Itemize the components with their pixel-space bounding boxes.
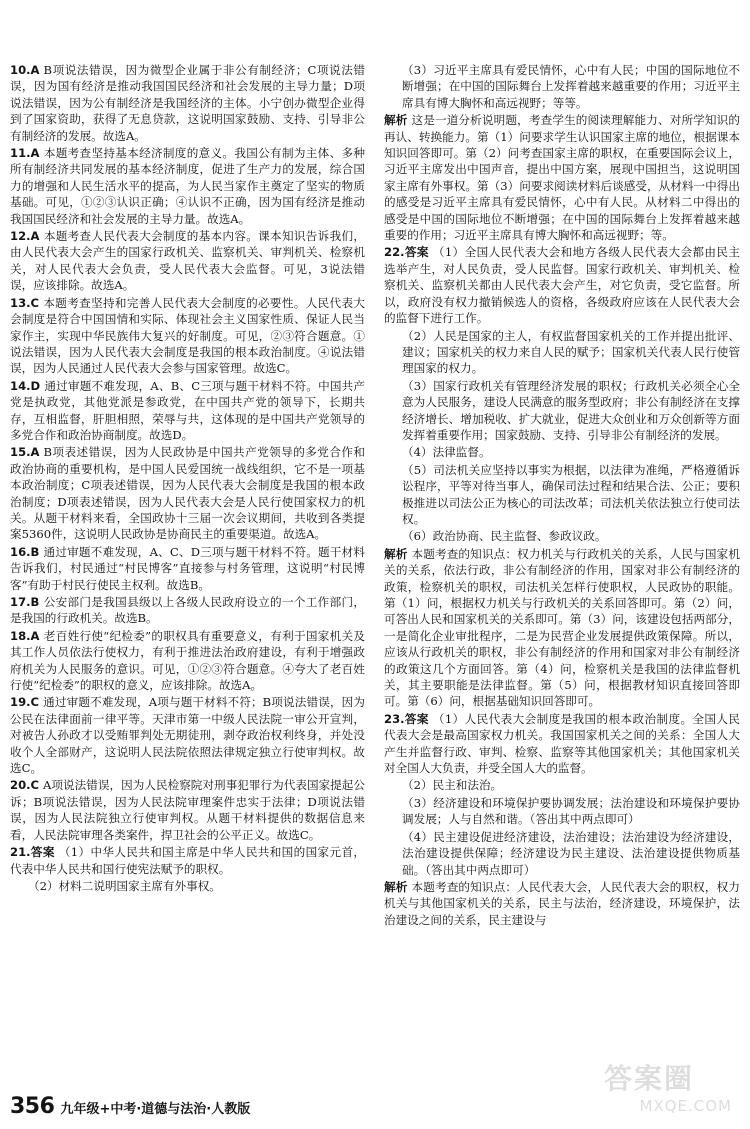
answer-22-part-3: （3）国家行政机关有管理经济发展的职权；行政机关必须全心全意为人民服务，建设人民满意的服务型政府；非公有制经济在支撑经济增长、增加税收、扩大就业，促进大众创业和万众创新等方面发挥着重要作用；国家鼓励、支持、引导非公有制经济的发展。 [402, 378, 740, 442]
answer-explanation: 通过审题不难发现，A项与题干材料不符；B项说法错误，因为公民在法律面前一律平等。天津市第一中级人民法院一审公开宣判，对被告人孙政才以受贿罪判处无期徒刑，剥夺政治权利终身，并处没收个人全部财产，这说明人民法院依照法律规定独立行使审判权。故选C。 [10, 695, 365, 776]
answer-explanation: 本题考查人民代表大会制度的基本内容。课本知识告诉我们，由人民代表大会产生的国家行政机关、监察机关、审判机关、检察机关，对人民代表大会负责，受人民代表大会监督。可见，3说法错误，应该排除。故选A。 [10, 229, 365, 293]
answer-10 [10, 62, 365, 144]
book-title: 九年级+中考·道德与法治·人教版 [60, 1102, 251, 1117]
answer-22-part-4: （4）法律监督。 [402, 445, 491, 460]
answer-23-analysis [384, 879, 740, 928]
answer-number: 18.A [10, 628, 40, 643]
answer-18 [10, 628, 365, 694]
answer-number: 11.A [10, 146, 40, 161]
answer-21-analysis [384, 112, 740, 243]
answer-number: 10.A [10, 63, 40, 77]
answer-explanation: A项说法错误，因为人民检察院对刑事犯罪行为代表国家提起公诉；B项说法错误，因为人民法院审理案件忠实于法律；D项说法错误，因为人民法院独立行使审判权。从题干材料提供的数据信息来看，人民法院审理各类案件，捍卫社会的公平正义。故选C。 [10, 778, 365, 842]
answer-21-part-3: （3）习近平主席具有爱民情怀，心中有人民；中国的国际地位不断增强；在中国的国际舞台上发挥着越来越重要的作用；习近平主席具有博大胸怀和高远视野；等等。 [402, 63, 740, 110]
answer-22-part-6: （6）政治协商、民主监督、参政议政。 [402, 529, 607, 544]
answer-16 [10, 544, 365, 593]
answer-15 [10, 444, 365, 542]
answer-20 [10, 777, 365, 843]
answer-number: 17.B [10, 595, 40, 609]
answer-13 [10, 295, 365, 377]
answer-explanation: 本题考查坚持和完善人民代表大会制度的必要性。人民代表大会制度是符合中国国情和实际、体现社会主义国家性质、保证人民当家作主，实现中华民族伟大复兴的好制度。可见，②③符合题意。①说法错误，因为人民代表大会制度是我国的根本政治制度。④说法错误，因为人民通过人民代表大会参与国家管理。故选C。 [10, 295, 365, 376]
answer-number: 14.D [10, 378, 41, 393]
watermark-url: MXQE.COM [639, 1097, 732, 1115]
answer-label: 23.答案 [384, 711, 429, 726]
answer-21 [10, 844, 365, 877]
answer-22-analysis [384, 546, 740, 710]
answer-part: （1）中华人民共和国主席是中华人民共和国的国家元首，代表中华人民共和国行使宪法赋予的职权。 [10, 845, 365, 876]
answer-label: 22.答案 [384, 245, 429, 260]
answer-23 [384, 711, 740, 777]
answer-23-part-3: （3）经济建设和环境保护要协调发展；法治建设和环境保护要协调发展；人与自然和谐。（答出其中两点即可） [402, 795, 740, 827]
answer-14 [10, 378, 365, 444]
watermark-text: 答案圈 [604, 1062, 695, 1095]
answer-explanation: 公安部门是我国县级以上各级人民政府设立的一个工作部门，是我国的行政机关。故选B。 [10, 595, 365, 626]
answer-23-part-4: （4）民主建设促进经济建设，法治建设；法治建设为经济建设，法治建设提供保障；经济建设为民主建设、法治建设提供物质基础。（答出其中两点即可） [402, 829, 740, 877]
answer-number: 16.B [10, 544, 40, 559]
page-number: 356 [10, 1094, 55, 1119]
answer-number: 19.C [10, 695, 40, 710]
analysis-label: 解析 [384, 113, 408, 128]
answer-22 [384, 244, 740, 326]
answer-part: （1）人民代表大会制度是我国的根本政治制度。全国人民代表大会是最高国家权力机关。我国国家机关之间的关系：全国人大产生并监督行政、审判、检察、监察等其他国家机关；其他国家机关对全国人大负责，并受全国人大的监督。 [384, 711, 740, 776]
answer-17 [10, 594, 365, 627]
answer-number: 20.C [10, 778, 40, 793]
watermark-logo [604, 1057, 732, 1119]
left-column [10, 62, 365, 895]
answer-label: 21.答案 [10, 845, 55, 860]
answer-number: 15.A [10, 445, 40, 460]
answer-explanation: 老百姓行使“纪检委”的职权具有重要意义，有利于国家机关及其工作人员依法行使权力，有利于推进法治政府建设，有利于增强政府机关为人民服务的意识。可见，①②③符合题意。④夸大了老百姓行使“纪检委”的职权的意义，应该排除。故选A。 [10, 628, 365, 693]
answer-23-part-2: （2）民主和法治。 [402, 778, 503, 793]
answer-part: （1）全国人民代表大会和地方各级人民代表大会都由民主选举产生，对人民负责，受人民监督。国家行政机关、审判机关、检察机关、监察机关都由人民代表大会产生，对它负责，受它监督。所以，政府没有权力撤销候选人的资格，各级政府应该在人民代表大会的监督下进行工作。 [384, 245, 740, 326]
answer-22-part-2: （2）人民是国家的主人，有权监督国家机关的工作并提出批评、建议；国家机关的权力来自人民的赋予；国家机关代表人民行使管理国家的权力。 [402, 328, 740, 376]
analysis-text: 本题考查的知识点：人民代表大会，人民代表大会的职权，权力机关与其他国家机关的关系，民主与法治，经济建设，环境保护，法治建设之间的关系，民主建设与 [384, 879, 740, 927]
answer-19 [10, 694, 365, 776]
answer-21-part-2: （2）材料二说明国家主席有外事权。 [28, 878, 221, 893]
answer-12 [10, 228, 365, 294]
answer-explanation: 通过审题不难发现，A、B、C三项与题干材料不符。中国共产党是执政党，其他党派是参政党，在中国共产党的领导下，长期共存，互相监督，肝胆相照，荣辱与共，这体现的是中国共产党领导的多党合作和政治协商制度。故选D。 [10, 378, 365, 442]
answer-number: 12.A [10, 229, 40, 244]
analysis-label: 解析 [384, 879, 408, 894]
answer-22-part-5: （5）司法机关应坚持以事实为根据，以法律为准绳，严格遵循诉讼程序，平等对待当事人，确保司法过程和结果合法、公正；要积极推进以司法公正为核心的司法改革；司法机关依法独立行使司法权。 [402, 462, 740, 526]
answer-explanation: B项说法错误，因为微型企业属于非公有制经济；C项说法错误，因为国有经济是推动我国国民经济和社会发展的主导力量；D项说法错误，因为公有制经济是我国经济的主体。小宁创办微型企业得到了国家资助，获得了无息贷款，这说明国家鼓励、支持、引导非公有制经济的发展。故选A。 [10, 63, 365, 143]
right-column [384, 62, 740, 929]
answer-explanation: 通过审题不难发现，A、C、D三项与题干材料不符。题干材料告诉我们，村民通过“村民博客”直接参与村务管理，这说明“村民博客”有助于村民行使民主权利。故选B。 [10, 544, 365, 592]
page-footer [10, 1094, 250, 1119]
analysis-text: 本题考查的知识点：权力机关与行政机关的关系，人民与国家机关的关系，依法行政，非公有制经济的作用，国家对非公有制经济的政策，检察机关的职权，司法机关怎样行使职权，人民政协的职能。第（1）问，根据权力机关与行政机关的关系回答即可。第（2）问，可答出人民和国家机关的关系即可。第（3）问，该建设包括两部分，一是简化企业审批程序，二是为民营企业发展提供政策保障。所以，应该从行政机关的职权，非公有制经济的作用和国家对非公有制经济的政策这几个方面回答。第（4）问，检察机关是我国的法律监督机关，其主要职能是法律监督。第（5）问，根据教材知识直接回答即可。第（6）问，根据基础知识回答即可。 [384, 546, 740, 709]
answer-11 [10, 145, 365, 227]
analysis-text: 这是一道分析说明题，考查学生的阅读理解能力、对所学知识的再认、转换能力。第（1）问要求学生认识国家主席的地位，根据课本知识回答即可。第（2）问考查国家主席的职权，在重要国际会议上，习近平主席发出中国声音，提出中国方案，展现中国担当，这说明国家主席有外事权。第（3）问要求阅读材料后谈感受，从材料一中得出的感受是习近平主席具有爱民情怀，心中有人民。从材料二中得出的感受是中国的国际地位不断增强；在中国的国际舞台上发挥着越来越重要的作用；习近平主席具有博大胸怀和高远视野；等。 [384, 113, 740, 243]
answer-explanation: 本题考查坚持基本经济制度的意义。我国公有制为主体、多种所有制经济共同发展的基本经济制度，促进了生产力的发展，综合国力的增强和人民生活水平的提高，为人民当家作主奠定了坚实的物质基础。可见，①②③认识正确；④认识不正确，因为国有经济是推动我国国民经济和社会发展的主导力量。故选A。 [10, 146, 365, 226]
answer-explanation: B项表述错误，因为人民政协是中国共产党领导的多党合作和政治协商的重要机构，是中国人民爱国统一战线组织，它不是一项基本政治制度；C项表述错误，因为人民代表大会制度是我国的根本政治制度；D项表述错误，因为人民代表大会是人民行使国家权力的机关。从题干材料来看，全国政协十三届一次会议期间，共收到各类提案5360件，这说明人民政协是协商民主的重要渠道。故选A。 [10, 445, 365, 542]
answer-number: 13.C [10, 295, 40, 310]
analysis-label: 解析 [384, 546, 408, 561]
